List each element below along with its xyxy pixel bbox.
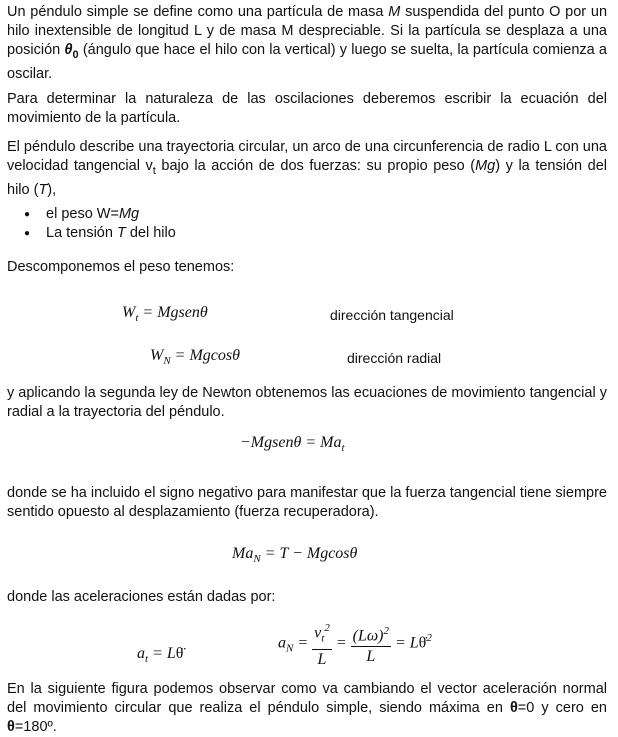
paragraph-decompose: Descomponemos el peso tenemos: bbox=[7, 259, 235, 275]
text: = L bbox=[390, 634, 419, 652]
text: M bbox=[388, 4, 401, 20]
paragraph-newton: y aplicando la segunda ley de Newton obtenemos las ecuaciones de movimiento tangencial y radial a la trayectoria del péndulo. bbox=[7, 385, 607, 420]
text: = Mgcosθ bbox=[170, 347, 240, 364]
text: v bbox=[314, 624, 322, 642]
paragraph-figure-note bbox=[7, 680, 607, 737]
text: L bbox=[317, 650, 327, 668]
text: t bbox=[135, 312, 139, 325]
text: (ángulo que hace el hilo con la vertical) y luego se suelta, la partícula comienza a oscilar. bbox=[7, 42, 607, 82]
forces-list bbox=[24, 205, 176, 243]
symbol-theta0: θ bbox=[64, 42, 73, 58]
label-tangential: dirección tangencial bbox=[330, 307, 454, 323]
text: 0 bbox=[72, 48, 79, 61]
text: W bbox=[150, 347, 164, 364]
text: Ma bbox=[232, 545, 254, 562]
text: t bbox=[341, 442, 345, 455]
text: 2 bbox=[383, 624, 389, 637]
equation-weight-radial bbox=[150, 347, 240, 367]
list-item bbox=[24, 205, 176, 224]
text: a bbox=[137, 645, 145, 662]
text: Mg bbox=[118, 206, 140, 222]
text: T bbox=[38, 181, 48, 198]
text: t bbox=[321, 632, 325, 645]
text: 2 bbox=[426, 632, 432, 645]
text: L bbox=[366, 647, 376, 665]
text: El péndulo describe una trayectoria circular, un arco de una circunferencia de radio L con una velocidad tangencial v bbox=[7, 139, 607, 174]
text: 2 bbox=[324, 622, 330, 634]
fraction-vt2-over-L bbox=[312, 618, 332, 670]
text: La tensión bbox=[46, 225, 117, 241]
text: el peso W= bbox=[46, 206, 119, 222]
text: = bbox=[293, 634, 313, 652]
text: a bbox=[278, 634, 286, 652]
text: N bbox=[286, 642, 294, 655]
text: bajo la acción de dos fuerzas: su propio peso ( bbox=[155, 158, 476, 174]
paragraph-accelerations: donde las aceleraciones están dadas por: bbox=[7, 589, 276, 605]
paragraph-intro bbox=[7, 3, 607, 84]
text: del hilo bbox=[125, 225, 176, 241]
paragraph-objective: Para determinar la naturaleza de las oscilaciones deberemos escribir la ecuación del movimiento de la partícula. bbox=[7, 91, 607, 126]
equation-radial-motion bbox=[232, 545, 357, 565]
equation-tangential-acceleration bbox=[137, 645, 183, 665]
text: = L bbox=[148, 645, 176, 662]
text: W bbox=[122, 304, 136, 321]
equation-weight-tangential bbox=[122, 304, 208, 324]
fraction-lw2-over-L bbox=[351, 621, 391, 667]
list-item bbox=[24, 224, 176, 243]
text: ), bbox=[47, 181, 57, 198]
text: N bbox=[163, 355, 171, 368]
text: N bbox=[253, 553, 261, 566]
text: t bbox=[145, 653, 149, 666]
text: En la siguiente figura podemos observar como va cambiando el vector aceleración normal del movimiento circular que realiza el péndulo simple, siendo máxima en bbox=[7, 681, 607, 716]
text: −Mgsenθ = Ma bbox=[240, 434, 342, 451]
text: = T − Mgcosθ bbox=[260, 545, 358, 562]
text: = bbox=[331, 634, 351, 652]
paragraph-sign: donde se ha incluido el signo negativo para manifestar que la fuerza tangencial tiene siempre sentido opuesto al desplazamiento (fuerza recuperadora). bbox=[7, 485, 607, 520]
text: =180º. bbox=[14, 719, 57, 735]
symbol-theta: θ bbox=[7, 719, 15, 735]
equation-normal-acceleration bbox=[278, 618, 432, 670]
symbol-theta-ddot: θ̈ bbox=[175, 645, 184, 662]
text: Un péndulo simple se define como una partícula de masa bbox=[7, 4, 389, 20]
text: Mg bbox=[475, 158, 496, 174]
text: = Mgsenθ bbox=[138, 304, 208, 321]
symbol-theta-dot: θ̇ bbox=[418, 634, 427, 652]
text: ) y la tensión del hilo ( bbox=[7, 158, 607, 198]
paragraph-trajectory bbox=[7, 138, 607, 200]
text: (Lω) bbox=[352, 626, 384, 644]
text: suspendida del punto O por un hilo inextensible de longitud L y de masa M despreciable. Si la partícula se desplaza a una posición bbox=[7, 4, 608, 58]
text: t bbox=[152, 164, 156, 177]
text: =0 y cero en bbox=[517, 700, 608, 716]
text: T bbox=[116, 225, 126, 241]
label-radial: dirección radial bbox=[347, 350, 442, 366]
symbol-theta: θ bbox=[509, 700, 518, 716]
equation-tangential-motion bbox=[240, 434, 345, 454]
